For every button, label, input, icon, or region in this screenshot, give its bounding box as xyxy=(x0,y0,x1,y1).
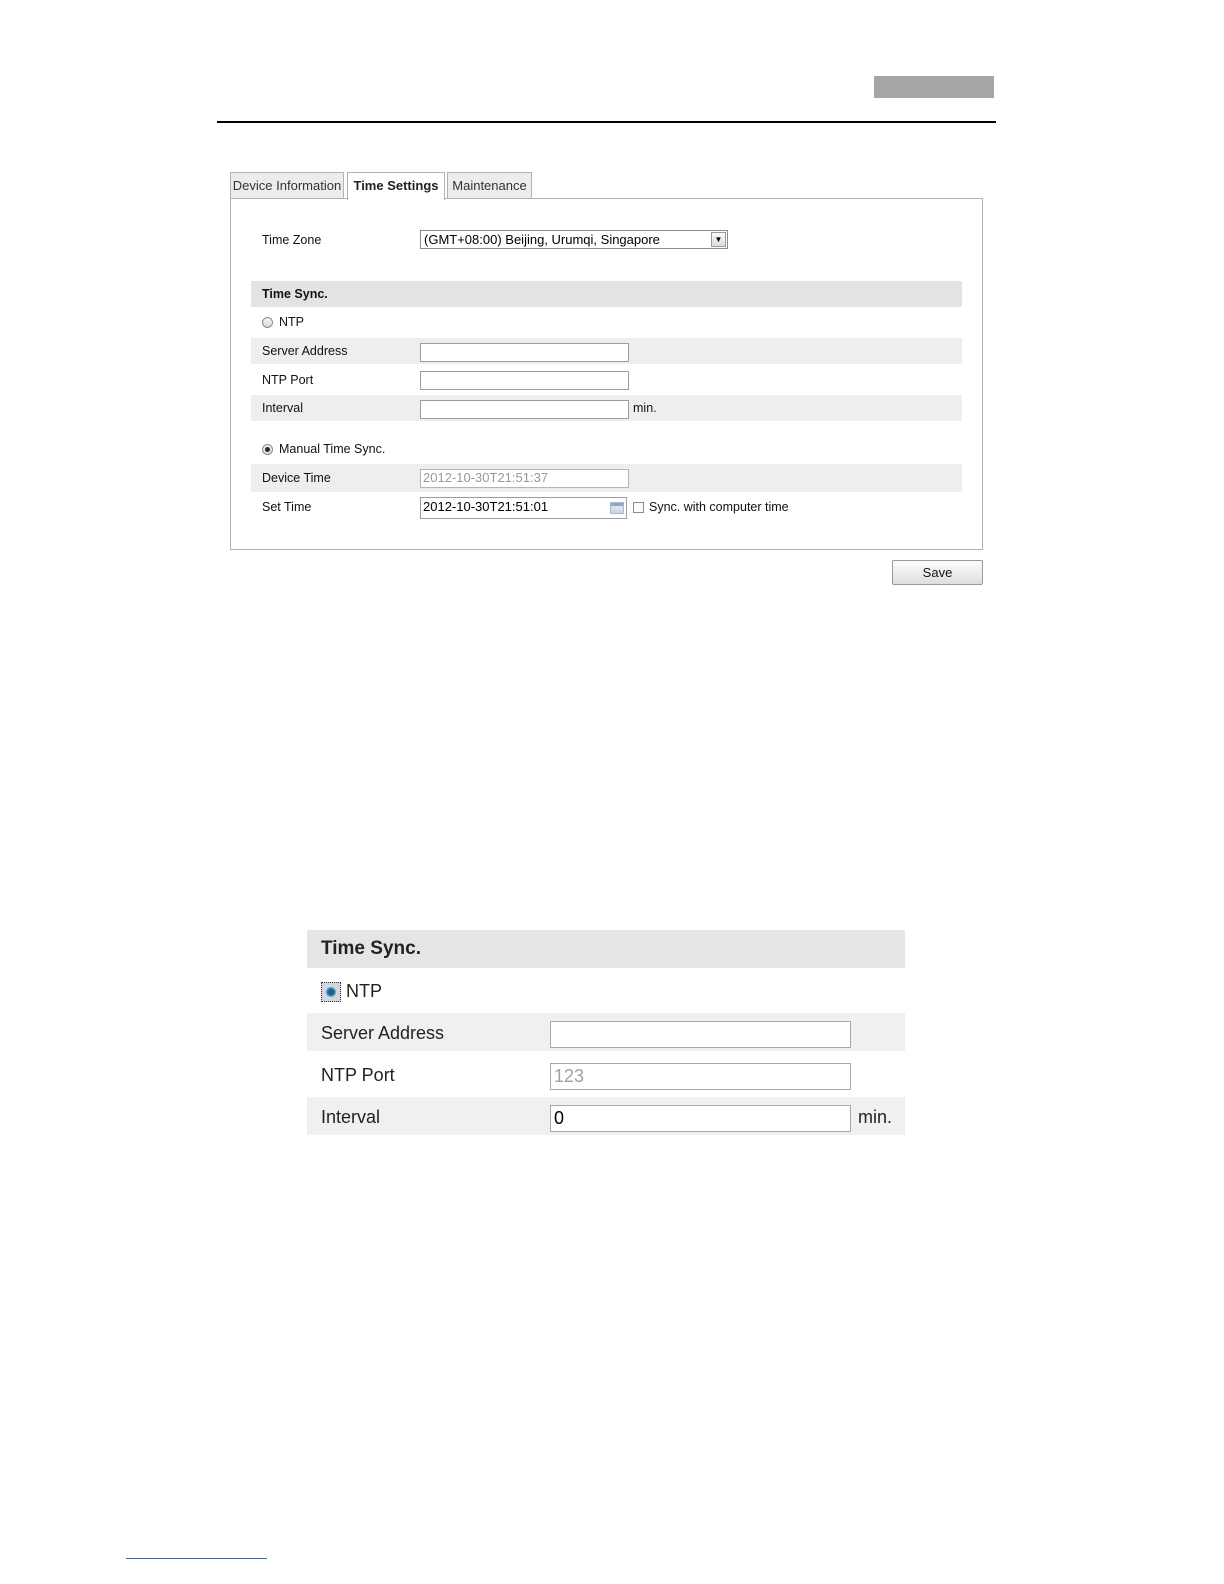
zoomed-interval-unit: min. xyxy=(858,1107,893,1127)
interval-unit: min. xyxy=(633,401,657,415)
device-time-field: 2012-10-30T21:51:37 xyxy=(420,469,629,488)
zoomed-interval-input[interactable]: 0 xyxy=(550,1105,851,1132)
ntp-port-input[interactable] xyxy=(420,371,629,390)
footer-link-underline xyxy=(126,1558,267,1559)
ntp-radio[interactable] xyxy=(262,317,273,328)
calendar-icon[interactable] xyxy=(610,502,624,514)
set-time-label: Set Time xyxy=(262,500,312,514)
sync-computer-time-label: Sync. with computer time xyxy=(649,500,789,514)
manual-time-sync-radio[interactable] xyxy=(262,444,273,455)
interval-input[interactable] xyxy=(420,400,629,419)
time-zone-label: Time Zone xyxy=(262,233,322,247)
tab-maintenance[interactable]: Maintenance xyxy=(447,172,532,198)
manual-time-sync-label: Manual Time Sync. xyxy=(279,442,386,456)
time-zone-selected-value: (GMT+08:00) Beijing, Urumqi, Singapore xyxy=(424,232,660,247)
zoomed-ntp-radio[interactable] xyxy=(321,982,341,1002)
save-button[interactable]: Save xyxy=(892,560,983,585)
zoomed-ntp-port-label: NTP Port xyxy=(321,1065,395,1085)
sync-computer-time-checkbox[interactable] xyxy=(633,502,644,513)
header-rule xyxy=(217,121,996,123)
ntp-port-label: NTP Port xyxy=(262,373,314,387)
server-address-label: Server Address xyxy=(262,344,348,358)
time-sync-title: Time Sync. xyxy=(262,287,328,301)
set-time-input[interactable]: 2012-10-30T21:51:01 xyxy=(420,497,627,519)
zoomed-time-sync-header xyxy=(307,930,905,968)
zoomed-ntp-port-input[interactable]: 123 xyxy=(550,1063,851,1090)
tab-time-settings[interactable]: Time Settings xyxy=(347,172,445,200)
zoomed-interval-label: Interval xyxy=(321,1107,381,1127)
header-gray-tab xyxy=(874,76,994,98)
interval-label: Interval xyxy=(262,401,303,415)
zoomed-time-sync-title: Time Sync. xyxy=(321,938,421,959)
tab-device-information[interactable]: Device Information xyxy=(230,172,344,198)
device-time-label: Device Time xyxy=(262,471,331,485)
server-address-input[interactable] xyxy=(420,343,629,362)
zoomed-ntp-label: NTP xyxy=(346,981,382,1001)
ntp-label: NTP xyxy=(279,315,304,329)
chevron-down-icon[interactable]: ▼ xyxy=(711,232,726,247)
zoomed-server-address-input[interactable] xyxy=(550,1021,851,1048)
time-zone-select[interactable] xyxy=(420,230,728,249)
zoomed-server-address-label: Server Address xyxy=(321,1023,445,1043)
time-sync-section-header xyxy=(251,281,962,307)
